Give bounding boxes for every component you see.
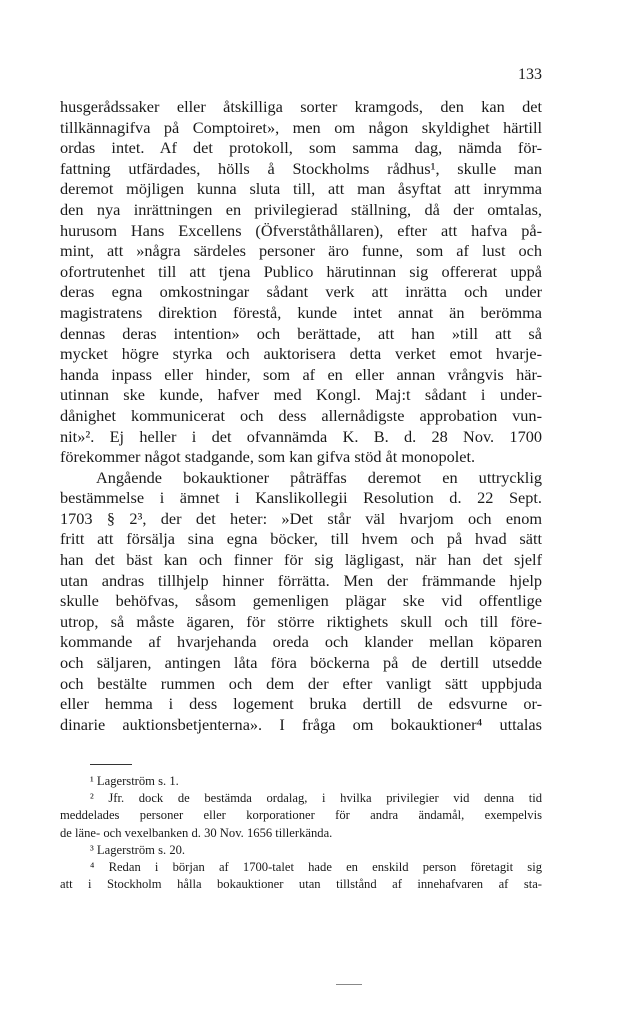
body-line: husgerådssaker eller åtskilliga sorter kramgods, den kan det xyxy=(60,97,542,116)
body-line: magistratens direktion förestå, kunde intet annat än berömma xyxy=(60,302,542,322)
body-line: den nya inrättningen en privilegierad ställning, då der omtalas, xyxy=(60,199,542,219)
body-line: utrop, så måste ägaren, för större riktighets skull och till före- xyxy=(60,611,542,631)
footnote-line: ⁴ Redan i början af 1700-talet hade en enskild person företagit sig xyxy=(90,859,542,874)
body-line: skulle behöfvas, såsom gemenligen plägar ske vid offentlige xyxy=(60,591,542,611)
body-line: ofortrutenhet till att tjena Publico härutinnan sig offererat uppå xyxy=(60,261,542,281)
page-number: 133 xyxy=(518,66,542,83)
body-line: fritt att försälja sina egna böcker, till hvem och på hvad sätt xyxy=(60,529,542,549)
footnote-line: ² Jfr. dock de bestämda ordalag, i hvilka privilegier vid denna tid xyxy=(90,791,542,806)
footnotes xyxy=(60,773,542,893)
body-line: deremot möjligen kunna sluta till, att man åsyftat att inrymma xyxy=(60,179,542,199)
body-line: handa inpass eller hinder, som af en eller annan vrångvis här- xyxy=(60,364,542,384)
body-line: eller hemma i dess logement bruka dertill de edsvurne or- xyxy=(60,694,542,714)
body-line: hurusom Hans Excellens (Öfverståthållaren), efter att hafva på- xyxy=(60,220,542,240)
body-line: deras egna omkostningar sådant verk att inrätta och under xyxy=(60,282,542,302)
body-line: mycket högre styrka och auktorisera detta verket emot hvarje- xyxy=(60,344,542,364)
body-line: tillkännagifva på Comptoiret», men om någon skyldighet härtill xyxy=(60,117,542,137)
footnote-line: meddelades personer eller korporationer för andra ändamål, exempelvis xyxy=(60,808,542,823)
footnote-line: ¹ Lagerström s. 1. xyxy=(90,774,179,788)
bottom-mark xyxy=(336,984,362,985)
body-line: fattning utfärdades, hölls å Stockholms rådhus¹, skulle man xyxy=(60,158,542,178)
footnote-line: ³ Lagerström s. 20. xyxy=(90,842,186,857)
body-line: ordas intet. Af det protokoll, som samma dag, nämda för- xyxy=(60,138,542,158)
body-text xyxy=(60,97,542,735)
body-line: nit»². Ej heller i det ofvannämda K. B. d. 28 Nov. 1700 xyxy=(60,426,542,446)
body-line: utan andras tillhjelp hinner förrätta. Men der främmande hjelp xyxy=(60,570,542,590)
body-line: mint, att »några särdeles personer äro funne, som af lust och xyxy=(60,241,542,261)
body-line: och säljaren, antingen låta föra böckerna på de dertill utsedde xyxy=(60,653,542,673)
body-line: bestämmelse i ämnet i Kanslikollegii Resolution d. 22 Sept. xyxy=(60,488,542,508)
body-line: han det bäst kan och finner för sig lägligast, när han det sjelf xyxy=(60,550,542,570)
body-line: förekommer något stadgande, som kan gifva stöd åt monopolet. xyxy=(60,447,476,467)
body-line: dånighet kommunicerat och dess allernådigste approbation vun- xyxy=(60,405,542,425)
body-line: utinnan ske kunde, hafver med Kongl. Maj:t sådant i under- xyxy=(60,385,542,405)
body-line: dennas deras intention» och berättade, att han »till att så xyxy=(60,323,542,343)
body-line: dinarie auktionsbetjenterna». I fråga om bokauktioner⁴ uttalas xyxy=(60,714,542,734)
body-line: kommande af hvarjehanda oreda och klander mellan köparen xyxy=(60,632,542,652)
body-line: Angående bokauktioner påträffas deremot en uttrycklig xyxy=(96,467,542,487)
body-line: och bestälte rummen och dem der efter vanligt sätt uppbjuda xyxy=(60,673,542,693)
footnote-divider xyxy=(90,764,132,765)
footnote-line: att i Stockholm hålla bokauktioner utan tillstånd af innehafvaren af sta- xyxy=(60,877,542,892)
body-line: 1703 § 2³, der det heter: »Det står väl hvarjom och enom xyxy=(60,508,542,528)
footnote-line: de läne- och vexelbanken d. 30 Nov. 1656 tillerkända. xyxy=(60,825,333,840)
